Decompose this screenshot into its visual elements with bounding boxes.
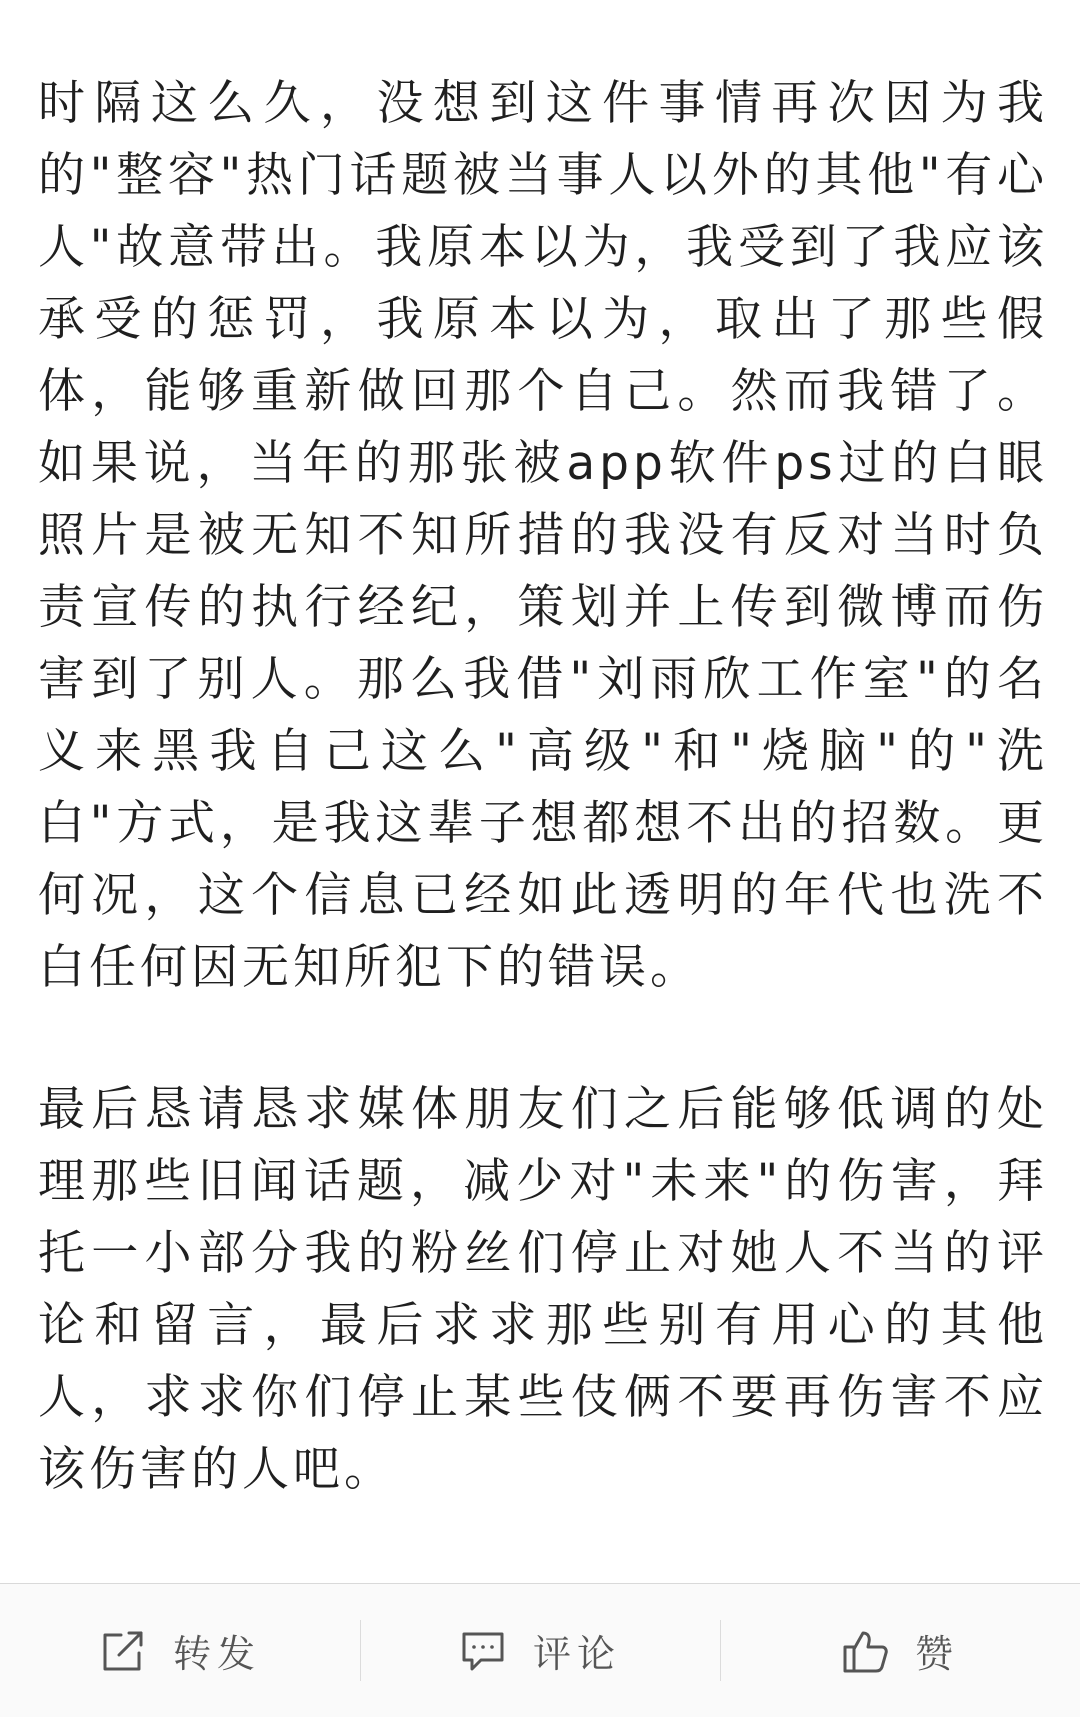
post-paragraph: 时隔这么久，没想到这件事情再次因为我的"整容"热门话题被当事人以外的其他"有心人"故意带出。我原本以为，我受到了我应该承受的惩罚，我原本以为，取出了那些假体，能够重新做回那个自己。然而我错了。如果说，当年的那张被app软件ps过的白眼照片是被无知不知所措的我没有反对当时负责宣传的执行经纪，策划并上传到微博而伤害到了别人。那么我借"刘雨欣工作室"的名义来黑我自己这么"高级"和"烧脑"的"洗白"方式，是我这辈子想都想不出的招数。更何况，这个信息已经如此透明的年代也洗不白任何因无知所犯下的错误。 bbox=[38, 76, 1048, 995]
like-label: 赞 bbox=[914, 1632, 959, 1676]
like-button[interactable] bbox=[720, 1584, 1080, 1717]
comment-button[interactable] bbox=[360, 1584, 720, 1717]
repost-label: 转发 bbox=[172, 1632, 261, 1676]
post-paragraph: 最后恳请恳求媒体朋友们之后能够低调的处理那些旧闻话题，减少对"未来"的伤害，拜托一小部分我的粉丝们停止对她人不当的评论和留言，最后求求那些别有用心的其他人，求求你们停止某些伎俩不要再伤害不应该伤害的人吧。 bbox=[38, 1082, 1048, 1497]
comment-icon bbox=[459, 1627, 507, 1675]
comment-label: 评论 bbox=[532, 1632, 621, 1676]
repost-button[interactable] bbox=[0, 1584, 360, 1717]
post-body bbox=[38, 68, 1048, 1578]
thumbs-up-icon bbox=[841, 1627, 889, 1675]
repost-icon bbox=[99, 1627, 147, 1675]
bottom-action-bar bbox=[0, 1583, 1080, 1717]
